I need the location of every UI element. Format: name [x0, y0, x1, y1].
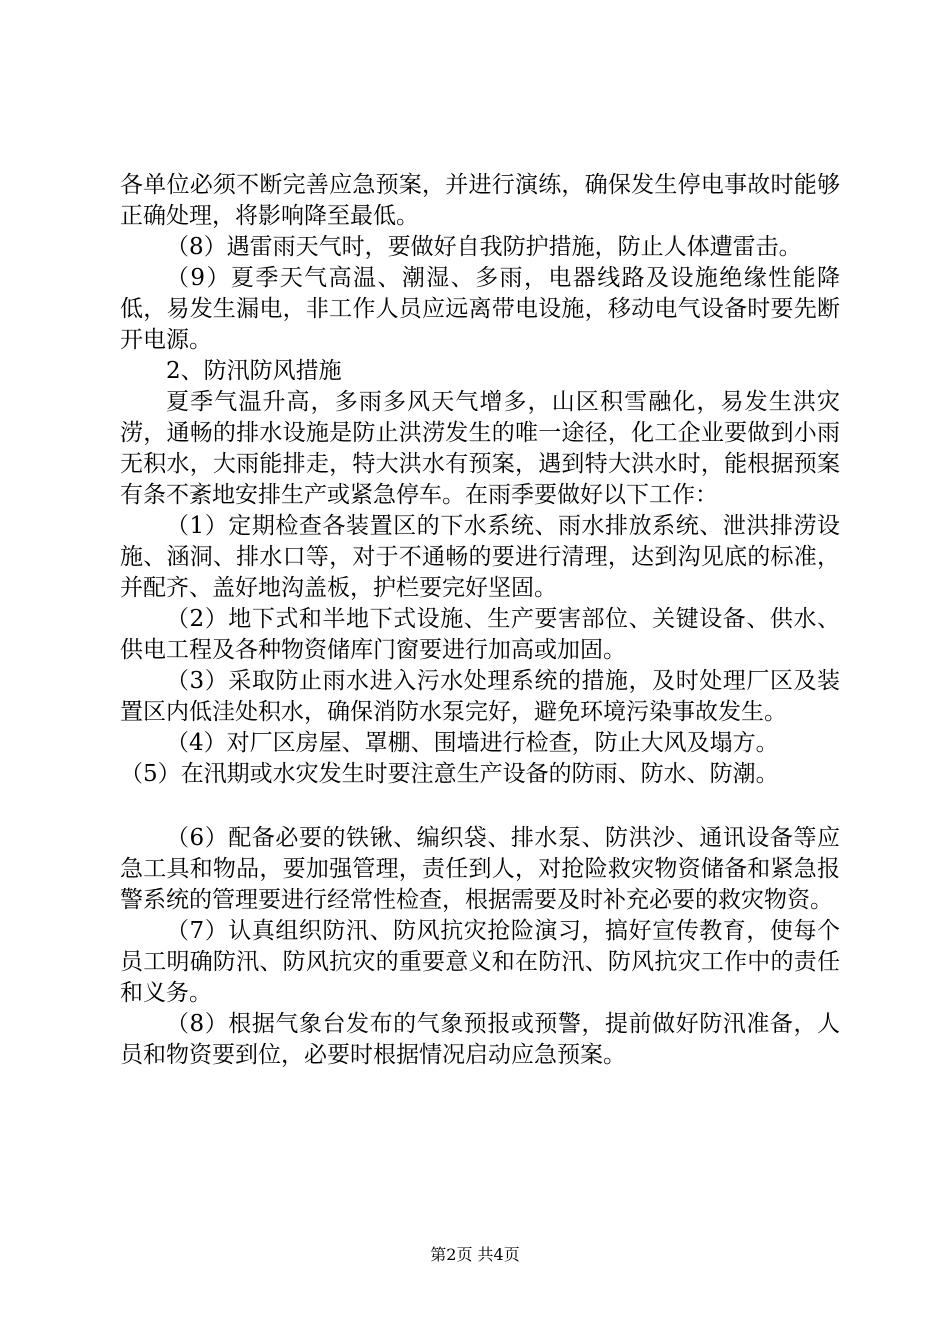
- paragraph-flood-item-3: （3）采取防止雨水进入污水处理系统的措施，及时处理厂区及装置区内低洼处积水，确保消防水泵完好，避免环境污染事故发生。: [120, 668, 840, 725]
- paragraph-item-9-summer: （9）夏季天气高温、潮湿、多雨，电器线路及设施绝缘性能降低，易发生漏电，非工作人员应远离带电设施，移动电气设备时要先断开电源。: [120, 265, 840, 353]
- page-number-label: 第2页 共4页: [430, 1245, 520, 1264]
- paragraph-flood-item-8: （8）根据气象台发布的气象预报或预警，提前做好防汛准备，人员和物资要到位，必要时根据情况启动应急预案。: [120, 1011, 840, 1068]
- page-footer: [0, 1245, 950, 1265]
- paragraph-flood-item-2: （2）地下式和半地下式设施、生产要害部位、关键设备、供水、供电工程及各种物资储库门窗要进行加高或加固。: [120, 606, 840, 663]
- paragraph-emergency-plan: 各单位必须不断完善应急预案，并进行演练，确保发生停电事故时能够正确处理，将影响降至最低。: [120, 172, 840, 229]
- document-body: [120, 170, 840, 1071]
- paragraph-flood-item-5: （5）在汛期或水灾发生时要注意生产设备的防雨、防水、防潮。: [120, 761, 779, 787]
- paragraph-flood-item-7: （7）认真组织防汛、防风抗灾抢险演习，搞好宣传教育，使每个员工明确防汛、防风抗灾的重要意义和在防汛、防风抗灾工作中的责任和义务。: [120, 918, 840, 1006]
- paragraph-item-8-lightning: （8）遇雷雨天气时，要做好自我防护措施，防止人体遭雷击。: [166, 234, 802, 260]
- paragraph-flood-item-4: （4）对厂区房屋、罩棚、围墙进行检查，防止大风及塌方。: [166, 730, 779, 756]
- paragraph-flood-item-1: （1）定期检查各装置区的下水系统、雨水排放系统、泄洪排涝设施、涵洞、排水口等，对于不通畅的要进行清理，达到沟见底的标准，并配齐、盖好地沟盖板，护栏要完好坚固。: [120, 513, 840, 601]
- section-heading-flood-wind: 2、防汛防风措施: [166, 358, 342, 384]
- paragraph-spacer: [120, 790, 840, 823]
- paragraph-flood-intro: 夏季气温升高，多雨多风天气增多，山区积雪融化，易发生洪灾涝，通畅的排水设施是防止洪涝发生的唯一途径，化工企业要做到小雨无积水，大雨能排走，特大洪水有预案，遇到特大洪水时，能根据预案有条不紊地安排生产或紧急停车。在雨季要做好以下工作：: [120, 389, 840, 508]
- paragraph-flood-item-6: （6）配备必要的铁锹、编织袋、排水泵、防洪沙、通讯设备等应急工具和物品，要加强管理，责任到人，对抢险救灾物资储备和紧急报警系统的管理要进行经常性检查，根据需要及时补充必要的救灾物资。: [120, 825, 840, 913]
